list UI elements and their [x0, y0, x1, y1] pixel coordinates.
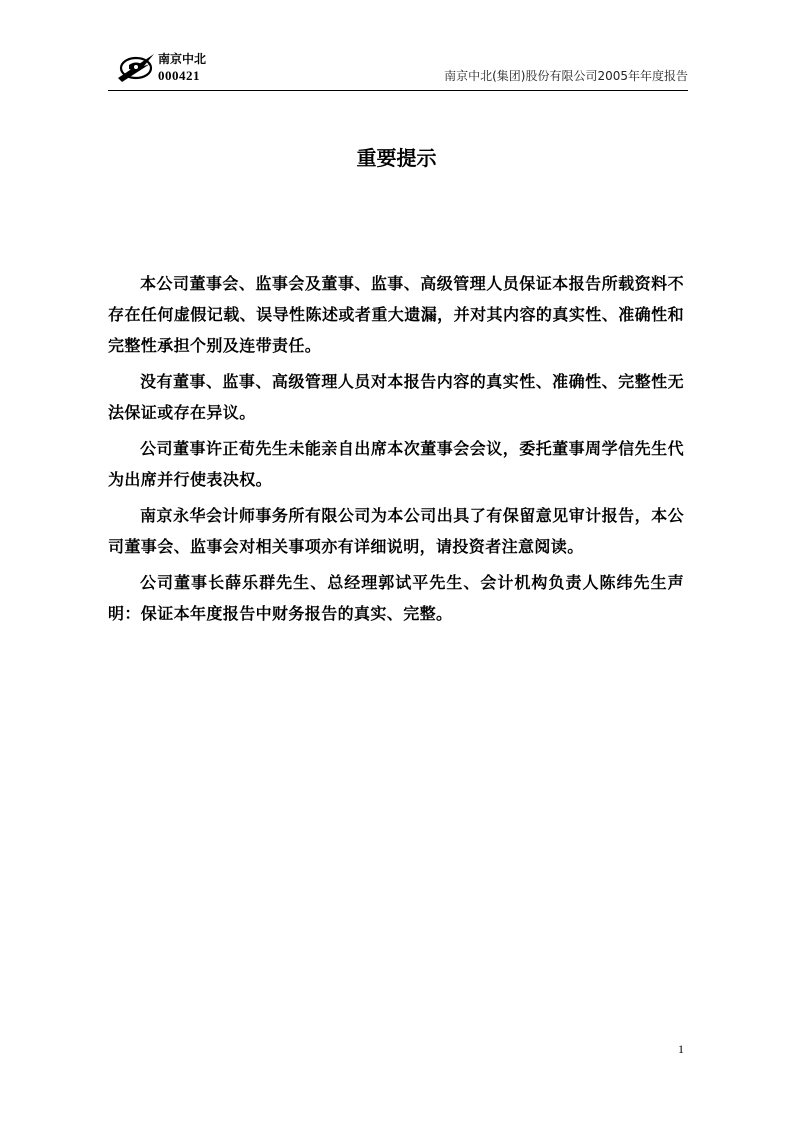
- notice-paragraph-2: 没有董事、监事、高级管理人员对本报告内容的真实性、准确性、完整性无法保证或存在异议。: [108, 372, 684, 422]
- notice-paragraph-3: 公司董事许正荀先生未能亲自出席本次董事会会议，委托董事周学信先生代为出席并行使表决权。: [108, 439, 684, 489]
- notice-body: [108, 268, 684, 634]
- notice-paragraph-4: 南京永华会计师事务所有限公司为本公司出具了有保留意见审计报告，本公司董事会、监事会对相关事项亦有详细说明，请投资者注意阅读。: [108, 506, 684, 556]
- page-header: [108, 44, 688, 92]
- page-number: 1: [678, 1042, 684, 1056]
- report-title: 南京中北(集团)股份有限公司2005年年度报告: [444, 69, 688, 83]
- header-divider: [108, 90, 688, 91]
- brand-name: 南京中北: [158, 52, 207, 66]
- notice-paragraph-5: 公司董事长薛乐群先生、总经理郭试平先生、会计机构负责人陈纬先生声明：保证本年度报告中财务报告的真实、完整。: [108, 573, 684, 623]
- notice-paragraph-1: 本公司董事会、监事会及董事、监事、高级管理人员保证本报告所载资料不存在任何虚假记载、误导性陈述或者重大遗漏，并对其内容的真实性、准确性和完整性承担个别及连带责任。: [108, 274, 684, 355]
- company-logo-icon: [114, 48, 158, 84]
- page-title: 重要提示: [356, 146, 437, 170]
- stock-code: 000421: [158, 68, 200, 83]
